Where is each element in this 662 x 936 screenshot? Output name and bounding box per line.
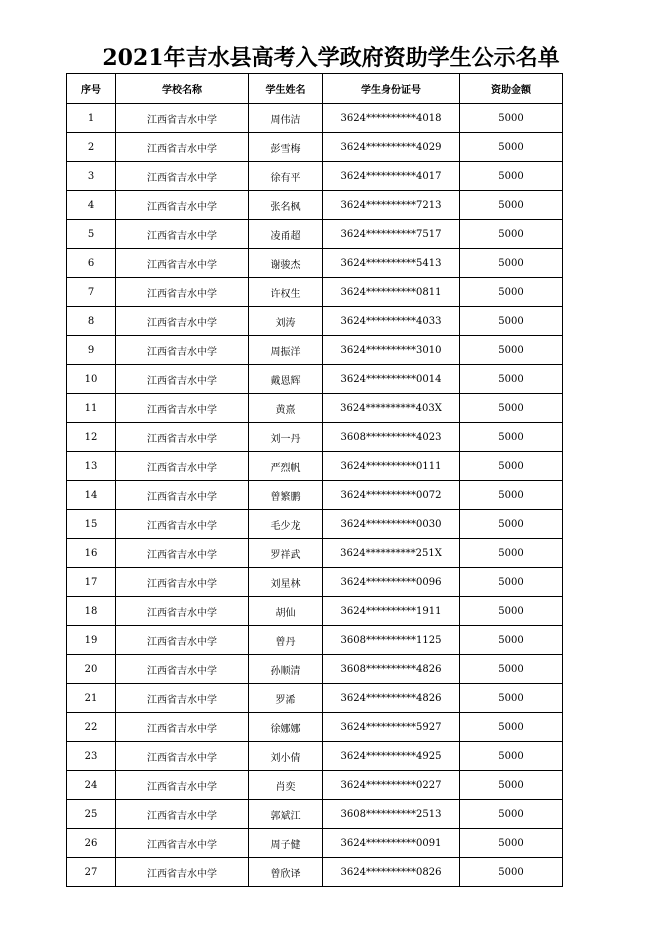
cell-school: 江西省吉水中学 — [116, 626, 249, 655]
cell-student-name: 罗浠 — [249, 684, 323, 713]
cell-student-name: 张名枫 — [249, 191, 323, 220]
cell-seq: 12 — [67, 423, 116, 452]
cell-student-id: 3624**********0111 — [323, 452, 460, 481]
table-row — [67, 307, 563, 336]
cell-student-name: 戴恩辉 — [249, 365, 323, 394]
cell-student-id: 3624**********4925 — [323, 742, 460, 771]
cell-school: 江西省吉水中学 — [116, 829, 249, 858]
table-row — [67, 539, 563, 568]
cell-amount: 5000 — [460, 452, 563, 481]
cell-school: 江西省吉水中学 — [116, 539, 249, 568]
table-row — [67, 655, 563, 684]
cell-seq: 19 — [67, 626, 116, 655]
cell-seq: 1 — [67, 104, 116, 133]
cell-student-id: 3624**********5927 — [323, 713, 460, 742]
cell-school: 江西省吉水中学 — [116, 771, 249, 800]
cell-seq: 5 — [67, 220, 116, 249]
table-row — [67, 394, 563, 423]
cell-student-name: 徐有平 — [249, 162, 323, 191]
header-name: 学生姓名 — [249, 74, 323, 104]
cell-amount: 5000 — [460, 191, 563, 220]
cell-amount: 5000 — [460, 771, 563, 800]
cell-school: 江西省吉水中学 — [116, 481, 249, 510]
cell-amount: 5000 — [460, 568, 563, 597]
cell-student-name: 曾繁鹏 — [249, 481, 323, 510]
cell-school: 江西省吉水中学 — [116, 220, 249, 249]
cell-amount: 5000 — [460, 742, 563, 771]
cell-student-id: 3624**********7213 — [323, 191, 460, 220]
table-row — [67, 249, 563, 278]
cell-seq: 22 — [67, 713, 116, 742]
cell-student-name: 黄熹 — [249, 394, 323, 423]
cell-school: 江西省吉水中学 — [116, 249, 249, 278]
cell-amount: 5000 — [460, 133, 563, 162]
cell-school: 江西省吉水中学 — [116, 597, 249, 626]
table-row — [67, 800, 563, 829]
cell-student-id: 3624**********0227 — [323, 771, 460, 800]
cell-amount: 5000 — [460, 684, 563, 713]
header-amount: 资助金额 — [460, 74, 563, 104]
cell-student-id: 3608**********4023 — [323, 423, 460, 452]
table-row — [67, 684, 563, 713]
cell-school: 江西省吉水中学 — [116, 655, 249, 684]
table-row — [67, 220, 563, 249]
table-row — [67, 771, 563, 800]
cell-school: 江西省吉水中学 — [116, 365, 249, 394]
cell-seq: 21 — [67, 684, 116, 713]
table-row — [67, 423, 563, 452]
cell-student-name: 刘一丹 — [249, 423, 323, 452]
cell-school: 江西省吉水中学 — [116, 191, 249, 220]
cell-amount: 5000 — [460, 423, 563, 452]
table-row — [67, 278, 563, 307]
cell-student-id: 3624**********251X — [323, 539, 460, 568]
cell-student-id: 3608**********2513 — [323, 800, 460, 829]
cell-student-id: 3624**********0826 — [323, 858, 460, 887]
cell-seq: 8 — [67, 307, 116, 336]
cell-student-id: 3624**********0014 — [323, 365, 460, 394]
cell-amount: 5000 — [460, 307, 563, 336]
cell-amount: 5000 — [460, 539, 563, 568]
page-title: 2021年吉水县高考入学政府资助学生公示名单 — [102, 45, 560, 71]
cell-student-name: 周伟洁 — [249, 104, 323, 133]
cell-school: 江西省吉水中学 — [116, 684, 249, 713]
cell-seq: 10 — [67, 365, 116, 394]
cell-amount: 5000 — [460, 800, 563, 829]
cell-student-name: 郭斌江 — [249, 800, 323, 829]
cell-school: 江西省吉水中学 — [116, 394, 249, 423]
cell-amount: 5000 — [460, 626, 563, 655]
table-row — [67, 162, 563, 191]
cell-amount: 5000 — [460, 220, 563, 249]
table-row — [67, 829, 563, 858]
table-row — [67, 336, 563, 365]
table-row — [67, 742, 563, 771]
cell-student-name: 凌甬超 — [249, 220, 323, 249]
cell-school: 江西省吉水中学 — [116, 858, 249, 887]
table-row — [67, 104, 563, 133]
cell-seq: 25 — [67, 800, 116, 829]
cell-school: 江西省吉水中学 — [116, 423, 249, 452]
cell-school: 江西省吉水中学 — [116, 510, 249, 539]
cell-school: 江西省吉水中学 — [116, 278, 249, 307]
cell-seq: 9 — [67, 336, 116, 365]
cell-amount: 5000 — [460, 278, 563, 307]
cell-seq: 14 — [67, 481, 116, 510]
cell-amount: 5000 — [460, 655, 563, 684]
cell-amount: 5000 — [460, 481, 563, 510]
cell-amount: 5000 — [460, 162, 563, 191]
cell-student-id: 3624**********4017 — [323, 162, 460, 191]
cell-student-name: 周子健 — [249, 829, 323, 858]
cell-student-name: 孙顺清 — [249, 655, 323, 684]
cell-student-id: 3624**********5413 — [323, 249, 460, 278]
cell-school: 江西省吉水中学 — [116, 162, 249, 191]
cell-school: 江西省吉水中学 — [116, 336, 249, 365]
cell-student-id: 3624**********0030 — [323, 510, 460, 539]
cell-school: 江西省吉水中学 — [116, 742, 249, 771]
header-school: 学校名称 — [116, 74, 249, 104]
cell-amount: 5000 — [460, 510, 563, 539]
cell-school: 江西省吉水中学 — [116, 104, 249, 133]
cell-seq: 17 — [67, 568, 116, 597]
cell-student-name: 谢骏杰 — [249, 249, 323, 278]
cell-seq: 4 — [67, 191, 116, 220]
cell-amount: 5000 — [460, 713, 563, 742]
cell-student-id: 3624**********0096 — [323, 568, 460, 597]
cell-amount: 5000 — [460, 829, 563, 858]
cell-seq: 7 — [67, 278, 116, 307]
table-row — [67, 510, 563, 539]
cell-seq: 24 — [67, 771, 116, 800]
cell-amount: 5000 — [460, 249, 563, 278]
cell-seq: 16 — [67, 539, 116, 568]
cell-student-name: 胡仙 — [249, 597, 323, 626]
cell-amount: 5000 — [460, 858, 563, 887]
cell-student-name: 周振洋 — [249, 336, 323, 365]
cell-amount: 5000 — [460, 597, 563, 626]
cell-student-id: 3624**********3010 — [323, 336, 460, 365]
cell-seq: 3 — [67, 162, 116, 191]
table-body — [67, 104, 563, 887]
cell-seq: 6 — [67, 249, 116, 278]
cell-student-name: 严烈帆 — [249, 452, 323, 481]
cell-school: 江西省吉水中学 — [116, 307, 249, 336]
cell-student-id: 3624**********0091 — [323, 829, 460, 858]
cell-seq: 18 — [67, 597, 116, 626]
cell-seq: 13 — [67, 452, 116, 481]
cell-school: 江西省吉水中学 — [116, 713, 249, 742]
table-row — [67, 713, 563, 742]
table-row — [67, 133, 563, 162]
cell-student-name: 罗祥武 — [249, 539, 323, 568]
cell-amount: 5000 — [460, 394, 563, 423]
header-seq: 序号 — [67, 74, 116, 104]
cell-seq: 11 — [67, 394, 116, 423]
cell-student-name: 曾欣译 — [249, 858, 323, 887]
cell-student-name: 刘小倩 — [249, 742, 323, 771]
cell-seq: 27 — [67, 858, 116, 887]
cell-student-name: 毛少龙 — [249, 510, 323, 539]
cell-student-id: 3624**********0072 — [323, 481, 460, 510]
cell-amount: 5000 — [460, 365, 563, 394]
cell-student-id: 3624**********0811 — [323, 278, 460, 307]
cell-seq: 23 — [67, 742, 116, 771]
header-id: 学生身份证号 — [323, 74, 460, 104]
table-header-row — [67, 74, 563, 104]
cell-student-name: 曾丹 — [249, 626, 323, 655]
cell-student-id: 3624**********4029 — [323, 133, 460, 162]
cell-student-id: 3624**********4033 — [323, 307, 460, 336]
cell-school: 江西省吉水中学 — [116, 800, 249, 829]
cell-student-name: 刘星林 — [249, 568, 323, 597]
cell-student-id: 3624**********7517 — [323, 220, 460, 249]
cell-amount: 5000 — [460, 104, 563, 133]
cell-seq: 26 — [67, 829, 116, 858]
table-row — [67, 481, 563, 510]
cell-seq: 20 — [67, 655, 116, 684]
cell-seq: 2 — [67, 133, 116, 162]
cell-student-name: 彭雪梅 — [249, 133, 323, 162]
table-row — [67, 626, 563, 655]
cell-seq: 15 — [67, 510, 116, 539]
cell-student-name: 徐娜娜 — [249, 713, 323, 742]
table-row — [67, 858, 563, 887]
cell-student-id: 3608**********4826 — [323, 655, 460, 684]
cell-student-name: 许权生 — [249, 278, 323, 307]
cell-school: 江西省吉水中学 — [116, 133, 249, 162]
cell-student-id: 3624**********1911 — [323, 597, 460, 626]
table-row — [67, 452, 563, 481]
cell-student-id: 3624**********403X — [323, 394, 460, 423]
cell-school: 江西省吉水中学 — [116, 452, 249, 481]
student-aid-table — [66, 73, 563, 887]
table-row — [67, 597, 563, 626]
cell-school: 江西省吉水中学 — [116, 568, 249, 597]
cell-amount: 5000 — [460, 336, 563, 365]
cell-student-name: 刘涛 — [249, 307, 323, 336]
table-row — [67, 191, 563, 220]
table-row — [67, 365, 563, 394]
cell-student-name: 肖奕 — [249, 771, 323, 800]
table-row — [67, 568, 563, 597]
cell-student-id: 3624**********4826 — [323, 684, 460, 713]
cell-student-id: 3624**********4018 — [323, 104, 460, 133]
cell-student-id: 3608**********1125 — [323, 626, 460, 655]
